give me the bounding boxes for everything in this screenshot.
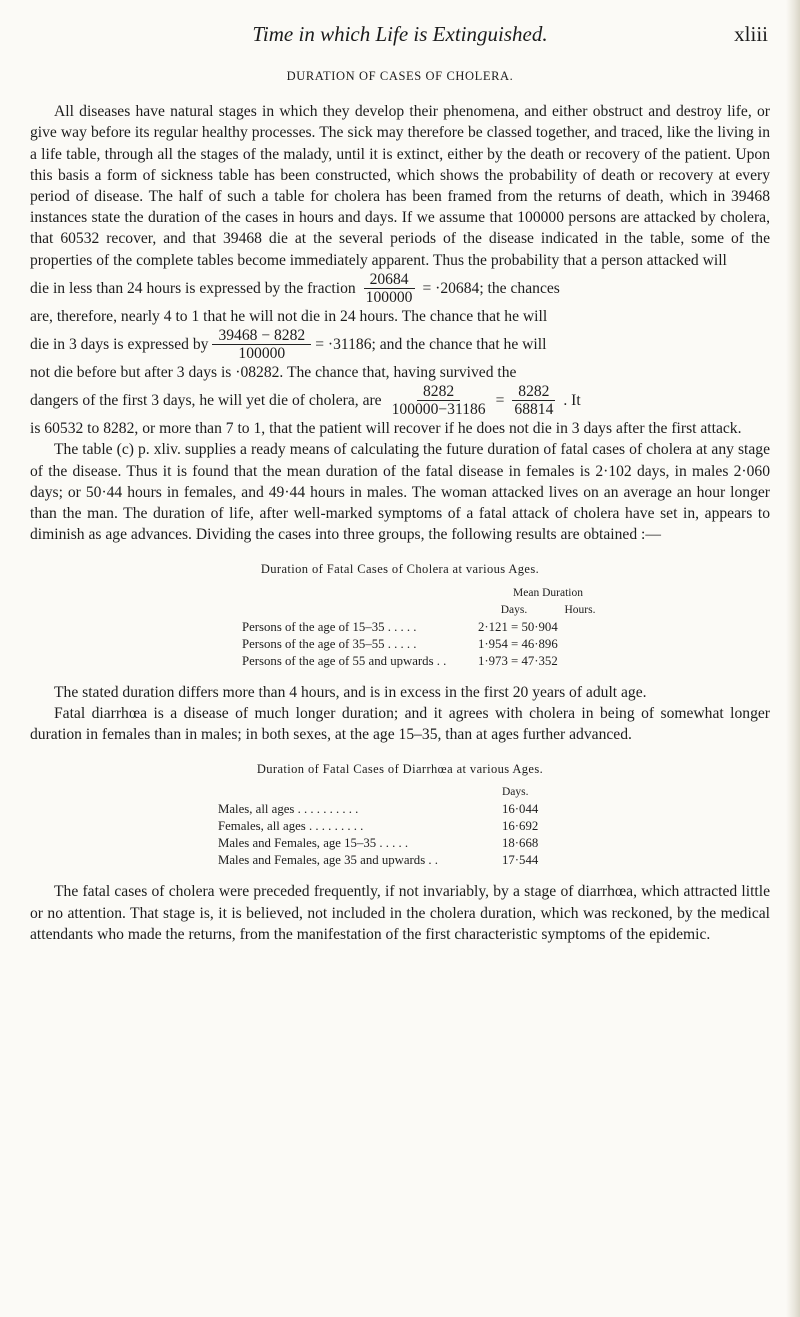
running-header xyxy=(0,22,800,52)
table-2-row-label: Males, all ages . . . . . . . . . . xyxy=(218,802,359,817)
f2-prefix: die in 3 days is expressed by xyxy=(30,335,209,353)
paragraph-4: Fatal diarrhœa is a disease of much longer duration; and it agrees with cholera in being of somewhat longer duration in females than in males; in both sexes, at the age 15–35, than at ages further advanced. xyxy=(30,704,770,744)
fraction-3b-denominator: 68814 xyxy=(514,401,554,419)
after-fraction-1: are, therefore, nearly 4 to 1 that he will not die in 24 hours. The chance that he will xyxy=(30,307,548,325)
table-2-row-value: 16·692 xyxy=(502,819,539,834)
table-1-row-value: 2·121 = 50·904 xyxy=(478,619,558,634)
fraction-line-2 xyxy=(30,327,770,362)
fraction-1 xyxy=(360,271,419,306)
fraction-1-denominator: 100000 xyxy=(365,288,413,306)
f3-equals: = xyxy=(495,392,505,410)
table-2-col-days: Days. xyxy=(502,786,529,799)
table-2 xyxy=(218,784,538,869)
table-row xyxy=(218,852,538,869)
table-1-row-value: 1·954 = 46·896 xyxy=(478,636,558,651)
table-2-row-value: 18·668 xyxy=(502,836,539,851)
fraction-3a-numerator: 8282 xyxy=(417,383,460,401)
fraction-3a xyxy=(386,383,492,418)
f3-suffix: . It xyxy=(563,392,581,410)
section-title: DURATION OF CASES OF CHOLERA. xyxy=(286,69,514,83)
table-1-col-days: Days. xyxy=(500,603,528,616)
table-row xyxy=(218,818,538,835)
para1-body: obstruct and destroy life, or give way before its regular healthy processes. The sick may therefore be classed together, and traced, like the living in a life table, through all the stages of the malady, until it is extinct, either by the death or recovery of the patient. Upon this basis a form of sickness table has been constructed, which shows the probability of death or recovery at every period of disease. The half of such a table for cholera has been framed from the returns of death, which in 39468 instances state the duration of the cases in hours and days. If we assume that 100000 persons are attacked by cholera, that 60532 recover, and that 39468 die at the several periods of the disease indicated in the table, some of the properties of the complete tables become immediately apparent. Thus the probability that a person attacked will xyxy=(30,103,770,269)
table-row xyxy=(218,835,538,852)
fraction-2-denominator: 100000 xyxy=(238,345,286,363)
table-1-row-label: Persons of the age of 55 and upwards . . xyxy=(242,653,447,668)
table-1-row-value: 1·973 = 47·352 xyxy=(478,653,558,668)
fraction-3b xyxy=(508,383,559,418)
fraction-2 xyxy=(212,327,311,362)
f1-suffix: = ·20684; the chances xyxy=(422,279,560,297)
paragraph-3: The stated duration differs more than 4 hours, and is in excess in the first 20 years of adult age. xyxy=(54,683,647,701)
table-1-header-row xyxy=(242,602,618,619)
f2-suffix: = ·31186; and the chance that he will xyxy=(315,335,547,353)
table-1-row-label: Persons of the age of 15–35 . . . . . xyxy=(242,619,417,634)
table-2-row-label: Males and Females, age 15–35 . . . . . xyxy=(218,836,409,851)
table-1-unit-headers xyxy=(478,602,618,619)
table-row xyxy=(242,653,618,670)
table-2-row-value: 16·044 xyxy=(502,802,539,817)
table-2-title: Duration of Fatal Cases of Diarrhœa at various Ages. xyxy=(256,762,544,777)
fraction-1-numerator: 20684 xyxy=(364,271,415,289)
table-1 xyxy=(242,585,618,670)
after-fraction-2: not die before but after 3 days is ·08282. The chance that, having survived the xyxy=(30,364,517,382)
paragraph-1 xyxy=(30,101,770,271)
table-1-col-group-label: Mean Duration xyxy=(513,586,583,599)
page-number: xliii xyxy=(734,22,768,46)
body-text xyxy=(30,66,770,945)
table-1-group-header-row xyxy=(242,585,618,602)
running-title: Time in which Life is Extinguished. xyxy=(252,22,548,46)
table-2-row-value: 17·544 xyxy=(502,853,539,868)
after-fraction-3: is 60532 to 8282, or more than 7 to 1, that the patient will recover if he does not die in 3 days after the first attack. xyxy=(30,420,742,438)
paragraph-2: The table (c) p. xliv. supplies a ready means of calculating the future duration of fatal cases of cholera at any stage of the disease. Thus it is found that the mean duration of the fatal disease in females is 2·102 days, in males 2·060 days; or 50·44 hours in females, and 49·44 hours in males. The woman attacked lives on an average an hour longer than the man. The duration of life, after well-marked symptoms of a fatal attack of cholera have set in, appears to diminish as age advances. Dividing the cases into three groups, the following results are obtained :— xyxy=(30,441,770,544)
table-2-row-label: Males and Females, age 35 and upwards . . xyxy=(218,853,438,868)
table-1-title: Duration of Fatal Cases of Cholera at various Ages. xyxy=(260,562,540,577)
table-row xyxy=(242,619,618,636)
fraction-2-numerator: 39468 − 8282 xyxy=(212,327,311,345)
table-2-row-label: Females, all ages . . . . . . . . . xyxy=(218,819,364,834)
page-edge-shadow xyxy=(786,0,800,1317)
fraction-line-1 xyxy=(30,271,770,306)
table-1-row-label: Persons of the age of 35–55 . . . . . xyxy=(242,636,417,651)
table-1-col-group xyxy=(478,585,618,602)
fraction-3a-denominator: 100000−31186 xyxy=(391,401,486,419)
f3-prefix: dangers of the first 3 days, he will yet die of cholera, are xyxy=(30,392,382,410)
para1-line1: All diseases have natural stages in which they develop their phenomena, and either xyxy=(54,103,588,121)
table-2-header-row xyxy=(218,784,538,801)
table-1-col-hours: Hours. xyxy=(564,603,596,616)
table-row xyxy=(242,636,618,653)
paragraph-5: The fatal cases of cholera were preceded frequently, if not invariably, by a stage of diarrhœa, which attracted little or no attention. That stage is, it is believed, not included in the cholera duration, which was reckoned, by the medical attendants who made the returns, from the manifestation of the first characteristic symptoms of the epidemic. xyxy=(30,883,770,943)
fraction-line-3 xyxy=(30,383,770,418)
table-row xyxy=(218,801,538,818)
fraction-3b-numerator: 8282 xyxy=(512,383,555,401)
f1-prefix: die in less than 24 hours is expressed by the fraction xyxy=(30,279,356,297)
